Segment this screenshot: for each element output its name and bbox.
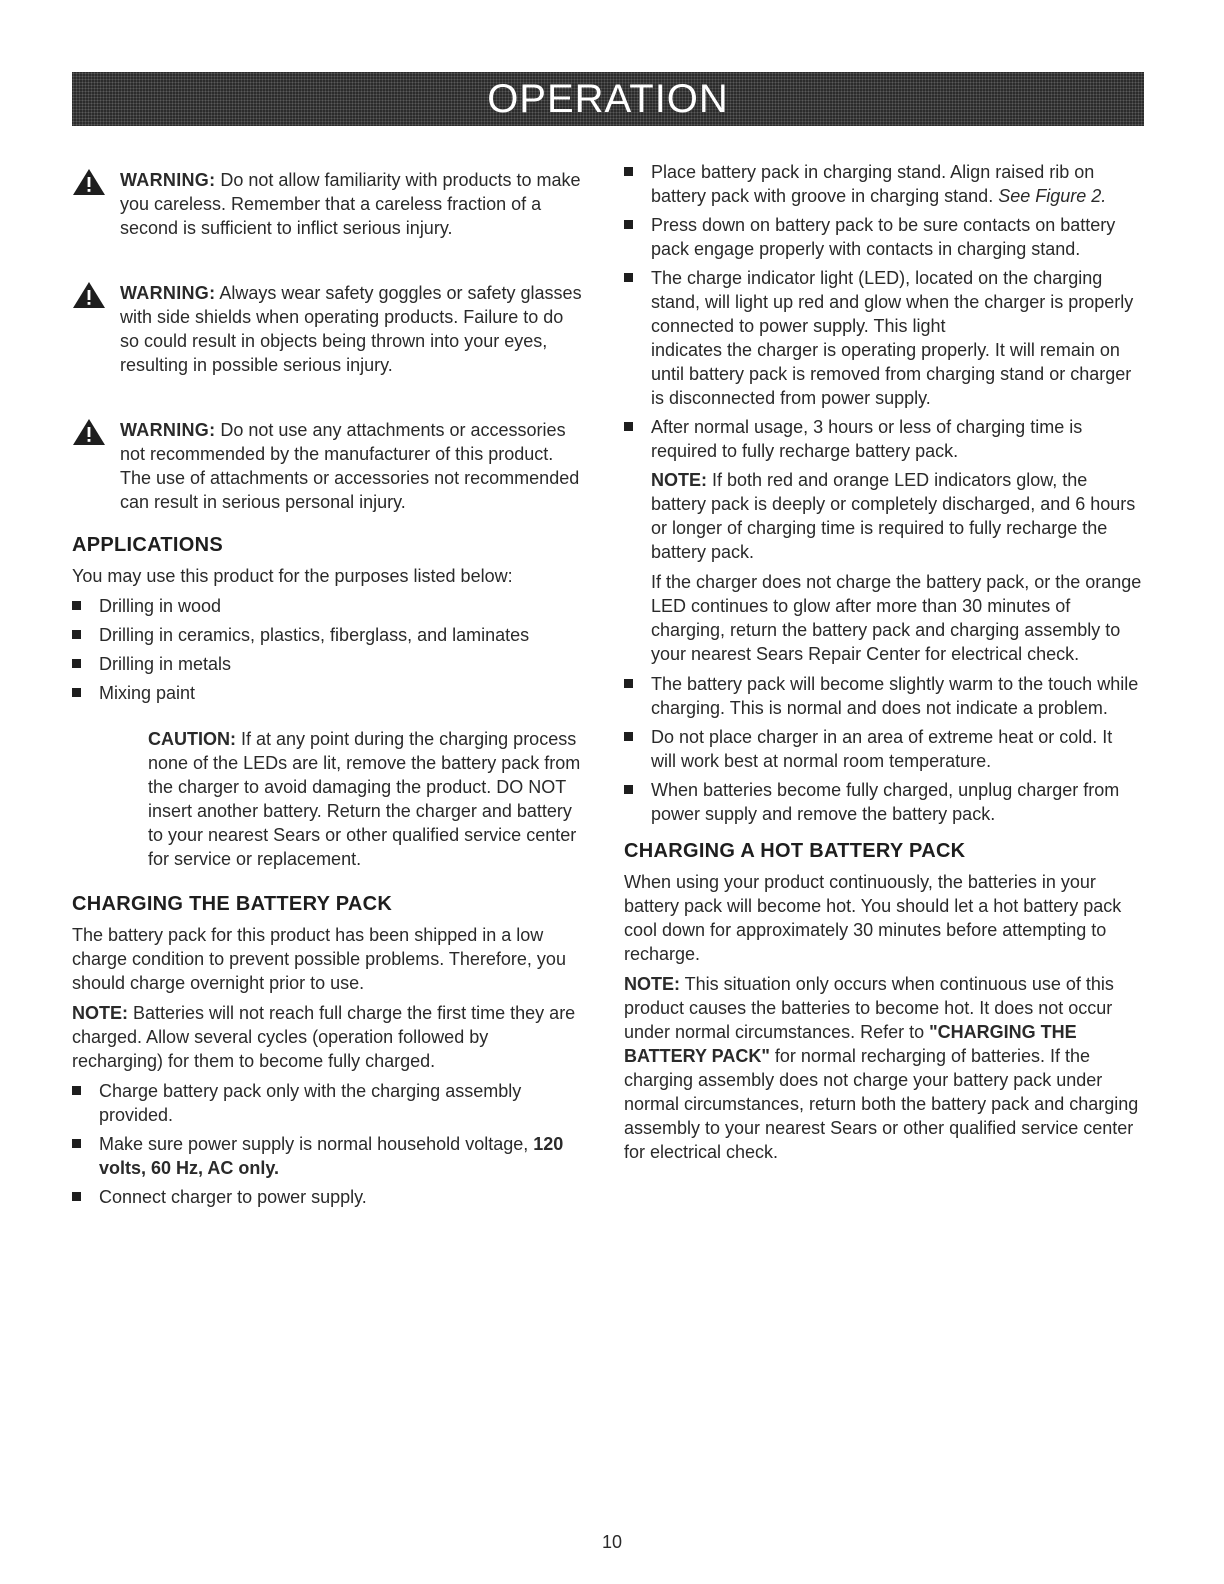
caution-note: [72, 727, 584, 871]
hot-battery-heading: CHARGING A HOT BATTERY PACK: [624, 840, 966, 862]
list-item: Drilling in ceramics, plastics, fiberglass, and laminates: [72, 623, 584, 647]
warning-label: WARNING:: [120, 170, 216, 190]
caution-label: CAUTION:: [148, 729, 236, 749]
warning-text: Do not use any attachments or accessories not recommended by the manufacturer of this product. The use of attachments or accessories not recommended can result in serious personal injury.: [120, 420, 580, 512]
list-item: Do not place charger in an area of extreme heat or cold. It will work best at normal room temperature.: [624, 725, 1142, 773]
warning-label: WARNING:: [120, 283, 216, 303]
applications-list: [72, 594, 584, 705]
warning-icon: [72, 168, 106, 196]
page-title: OPERATION: [487, 76, 729, 121]
warning-text: Always wear safety goggles or safety glasses with side shields when operating products. Failure to do so could result in objects being thrown into your eyes, resulting in possible serious injury.: [120, 283, 582, 375]
bullet-icon: [72, 1139, 81, 1148]
list-item: When batteries become fully charged, unplug charger from power supply and remove the battery pack.: [624, 778, 1142, 826]
warning-block: [72, 168, 584, 240]
page-number: 10: [601, 1532, 623, 1552]
figure-reference: See Figure 2.: [998, 186, 1107, 206]
bullet-icon: [72, 688, 81, 697]
applications-intro: You may use this product for the purposes listed below:: [72, 566, 513, 586]
list-item: Drilling in metals: [72, 652, 584, 676]
list-item: Drilling in wood: [72, 594, 584, 618]
bullet-icon: [624, 273, 633, 282]
warning-label: WARNING:: [120, 420, 216, 440]
bullet-icon: [624, 422, 633, 431]
warning-icon: [72, 281, 106, 309]
section-banner: [72, 72, 1144, 126]
bullet-icon: [624, 785, 633, 794]
warning-text: Do not allow familiarity with products to make you careless. Remember that a careless fraction of a second is sufficient to inflict serious injury.: [120, 170, 581, 238]
charger-fault-note: If the charger does not charge the battery pack, or the orange LED continues to glow after more than 30 minutes of charging, return the battery pack and charging assembly to your nearest Sears Repair Center for electrical check.: [651, 572, 1142, 664]
warning-block: [72, 418, 584, 514]
list-item: After normal usage, 3 hours or less of charging time is required to fully recharge battery pack.: [624, 415, 1142, 463]
charging-intro: The battery pack for this product has been shipped in a low charge condition to prevent possible problems. Therefore, you should charge overnight prior to use.: [72, 925, 566, 993]
note-label: NOTE:: [651, 470, 707, 490]
caution-text: If at any point during the charging process none of the LEDs are lit, remove the battery pack from the charger to avoid damaging the product. DO NOT insert another battery. Return the charger and battery to your nearest Sears or other qualified service center for service or replacement.: [148, 729, 581, 869]
warning-block: [72, 281, 584, 377]
list-item: Charge battery pack only with the charging assembly provided.: [72, 1079, 584, 1127]
list-item: Place battery pack in charging stand. Align raised rib on battery pack with groove in charging stand. See Figure 2.: [624, 160, 1142, 208]
list-item: The battery pack will become slightly warm to the touch while charging. This is normal and does not indicate a problem.: [624, 672, 1142, 720]
list-item: Connect charger to power supply.: [72, 1185, 584, 1209]
warning-icon: [72, 418, 106, 446]
applications-heading: APPLICATIONS: [72, 534, 224, 556]
bullet-icon: [624, 732, 633, 741]
note-text: Batteries will not reach full charge the first time they are charged. Allow several cycles (operation followed by recharging) for them to become fully charged.: [72, 1003, 576, 1071]
note-label: NOTE:: [72, 1003, 128, 1023]
charging-tips-list: [624, 672, 1142, 826]
list-item: Make sure power supply is normal household voltage, 120 volts, 60 Hz, AC only.: [72, 1132, 584, 1180]
hot-battery-intro: When using your product continuously, the batteries in your battery pack will become hot. You should let a hot battery pack cool down for approximately 30 minutes before attempting to recharge.: [624, 872, 1122, 964]
list-item: The charge indicator light (LED), located on the charging stand, will light up red and glow when the charger is properly connected to power supply. This light indicates the charger is operating properly. It will remain on until battery pack is removed from charging stand or charger is disconnected from power supply.: [624, 266, 1142, 410]
right-column: [624, 160, 1142, 1170]
list-item: Press down on battery pack to be sure contacts on battery pack engage properly with contacts in charging stand.: [624, 213, 1142, 261]
bullet-icon: [72, 1192, 81, 1201]
charging-list: [72, 1079, 584, 1209]
bullet-icon: [72, 1086, 81, 1095]
led-note: NOTE: If both red and orange LED indicators glow, the battery pack is deeply or completely discharged, and 6 hours or longer of charging time is required to fully recharge the battery pack.: [651, 470, 1136, 562]
bullet-icon: [72, 601, 81, 610]
bullet-icon: [72, 630, 81, 639]
note-label: NOTE:: [624, 974, 680, 994]
bullet-icon: [624, 167, 633, 176]
section-reference: "CHARGING THE BATTERY PACK": [624, 1022, 1077, 1066]
left-column: [72, 168, 584, 1214]
bullet-icon: [624, 220, 633, 229]
charging-heading: CHARGING THE BATTERY PACK: [72, 893, 393, 915]
hot-battery-note: NOTE: This situation only occurs when continuous use of this product causes the batteries to become hot. It does not occur under normal circumstances. Refer to "CHARGING THE BATTERY PACK" for normal recharging of batteries. If the charging assembly does not charge your battery pack under normal circumstances, return both the battery pack and charging assembly to your nearest Sears or other qualified service center for electrical check.: [624, 974, 1139, 1162]
charging-steps-list: [624, 160, 1142, 463]
charging-note: [72, 1001, 584, 1073]
bullet-icon: [624, 679, 633, 688]
list-item: Mixing paint: [72, 681, 584, 705]
bullet-icon: [72, 659, 81, 668]
